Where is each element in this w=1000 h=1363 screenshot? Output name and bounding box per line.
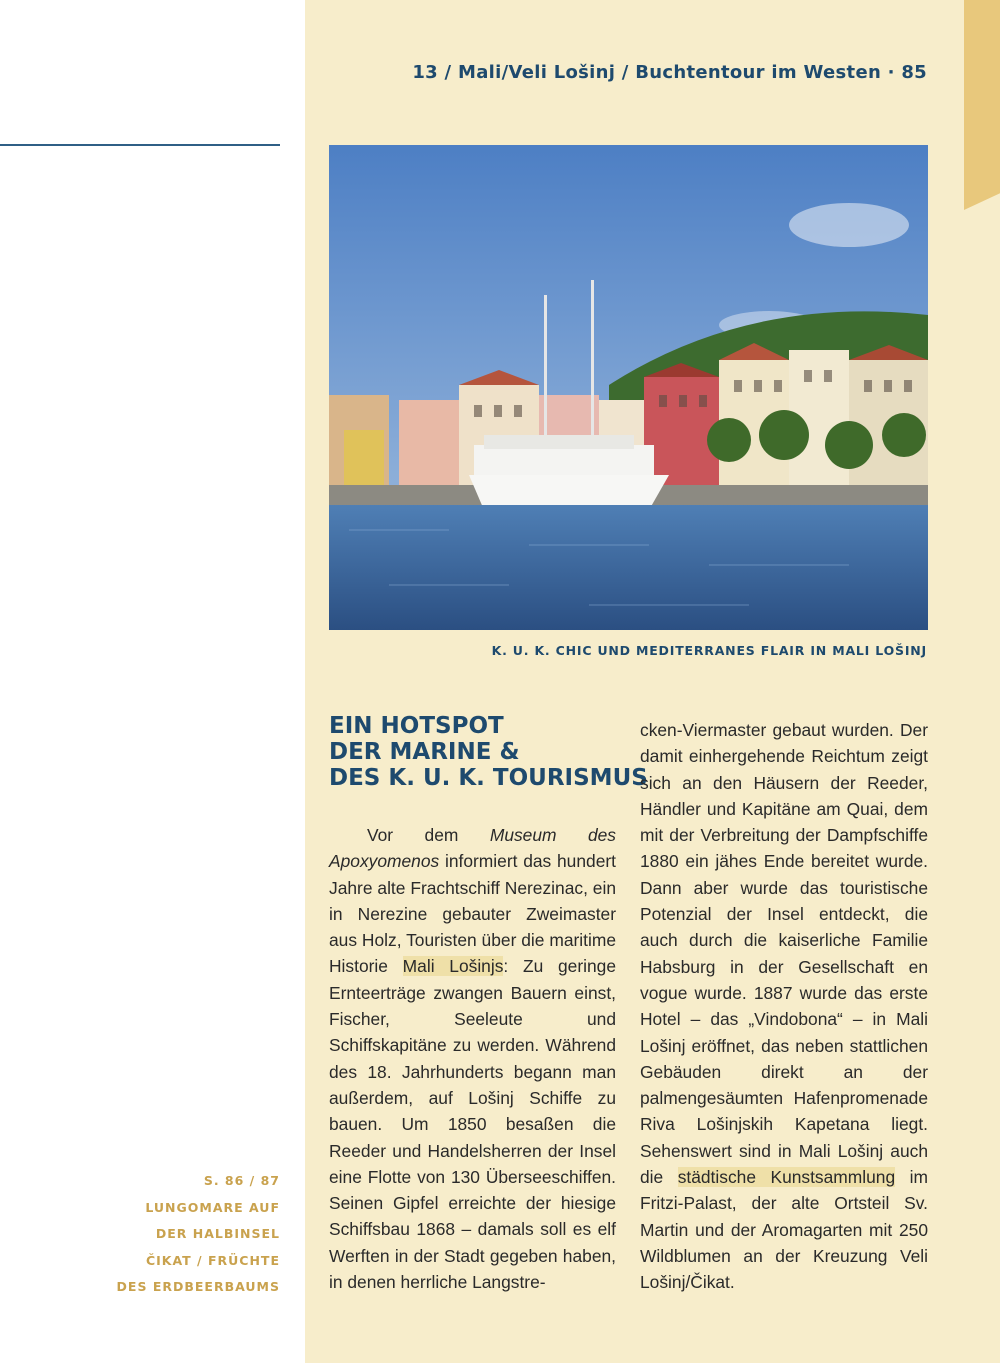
sidenote-line-4: DES ERDBEERBAUMS [116, 1279, 280, 1294]
museum-name: Museum des Apoxyomenos [329, 825, 616, 872]
col1-text-mid: informiert das hundert Jahre alte Frachtschiff Nerezinac, ein in Nerezine gebauter Zweimaster aus Holz, Touristen über die maritime Historie [329, 851, 616, 977]
body-column-1 [329, 822, 616, 1295]
left-margin [0, 0, 305, 1363]
col1-text-start: Vor dem [367, 825, 490, 845]
col2-text-end: im Fritzi-Palast, der alte Ortsteil Sv. Martin und der Aromagarten mit 250 Wildblumen an der Kreuzung Veli Lošinj/Čikat. [640, 1167, 928, 1293]
section-headline [329, 713, 648, 791]
col2-text-start: cken-Viermaster gebaut wurden. Der damit einhergehende Reichtum zeigt sich an den Häusern der Reeder, Händler und Kapitäne am Quai, dem mit der Verbreitung der Dampfschiffe 1880 ein jähes Ende bereitet wurde. Dann aber wurde das touristische Potenzial der Insel entdeckt, die auch durch die kaiserliche Familie Habsburg in der Gesellschaft en vogue wurde. 1887 wurde das erste Hotel – das „Vindobona“ – in Mali Lošinj eröffnet, das neben stattlichen Gebäuden direkt an der palmengesäumten Hafenpromenade Riva Lošinjskih Kapetana liegt. Sehenswert sind in Mali Lošinj auch die [640, 720, 928, 1188]
left-divider-rule [0, 144, 280, 146]
cross-reference-note[interactable] [117, 1168, 280, 1301]
harbor-illustration [329, 145, 928, 630]
headline-line-1: EIN HOTSPOT [329, 713, 504, 739]
chapter-tab [964, 0, 1000, 210]
body-column-2 [640, 717, 928, 1296]
harbor-photo [329, 145, 928, 630]
headline-line-2: DER MARINE & [329, 739, 520, 765]
col1-text-end: : Zu geringe Ernteerträge zwangen Bauern einst, Fischer, Seeleute und Schiffskapitäne zu werden. Während des 18. Jahrhunderts begann man außerdem, auf Lošinj Schiffe zu bauen. Um 1850 besaßen die Reeder und Handelsherren der Insel eine Flotte von 130 Überseeschiffen. Seinen Gipfel erreichte der hiesige Schiffsbau 1868 – damals soll es elf Werften in der Stadt gegeben haben, in denen herrliche Langstre- [329, 956, 616, 1293]
photo-caption: K. U. K. CHIC UND MEDITERRANES FLAIR IN MALI LOŠINJ [491, 643, 927, 658]
sidenote-line-2: DER HALBINSEL [155, 1226, 280, 1241]
sidenote-page-ref: S. 86 / 87 [203, 1173, 280, 1188]
kunstsammlung-link[interactable]: städtische Kunstsammlung [677, 1167, 896, 1188]
running-header: 13 / Mali/Veli Lošinj / Buchtentour im Westen · 85 [412, 62, 927, 83]
sidenote-line-3: ČIKAT / FRÜCHTE [145, 1252, 280, 1268]
headline-line-3: DES K. U. K. TOURISMUS [329, 765, 648, 791]
sidenote-line-1: LUNGOMARE AUF [145, 1199, 280, 1215]
mali-losinj-link[interactable]: Mali Lošinjs [402, 956, 504, 977]
